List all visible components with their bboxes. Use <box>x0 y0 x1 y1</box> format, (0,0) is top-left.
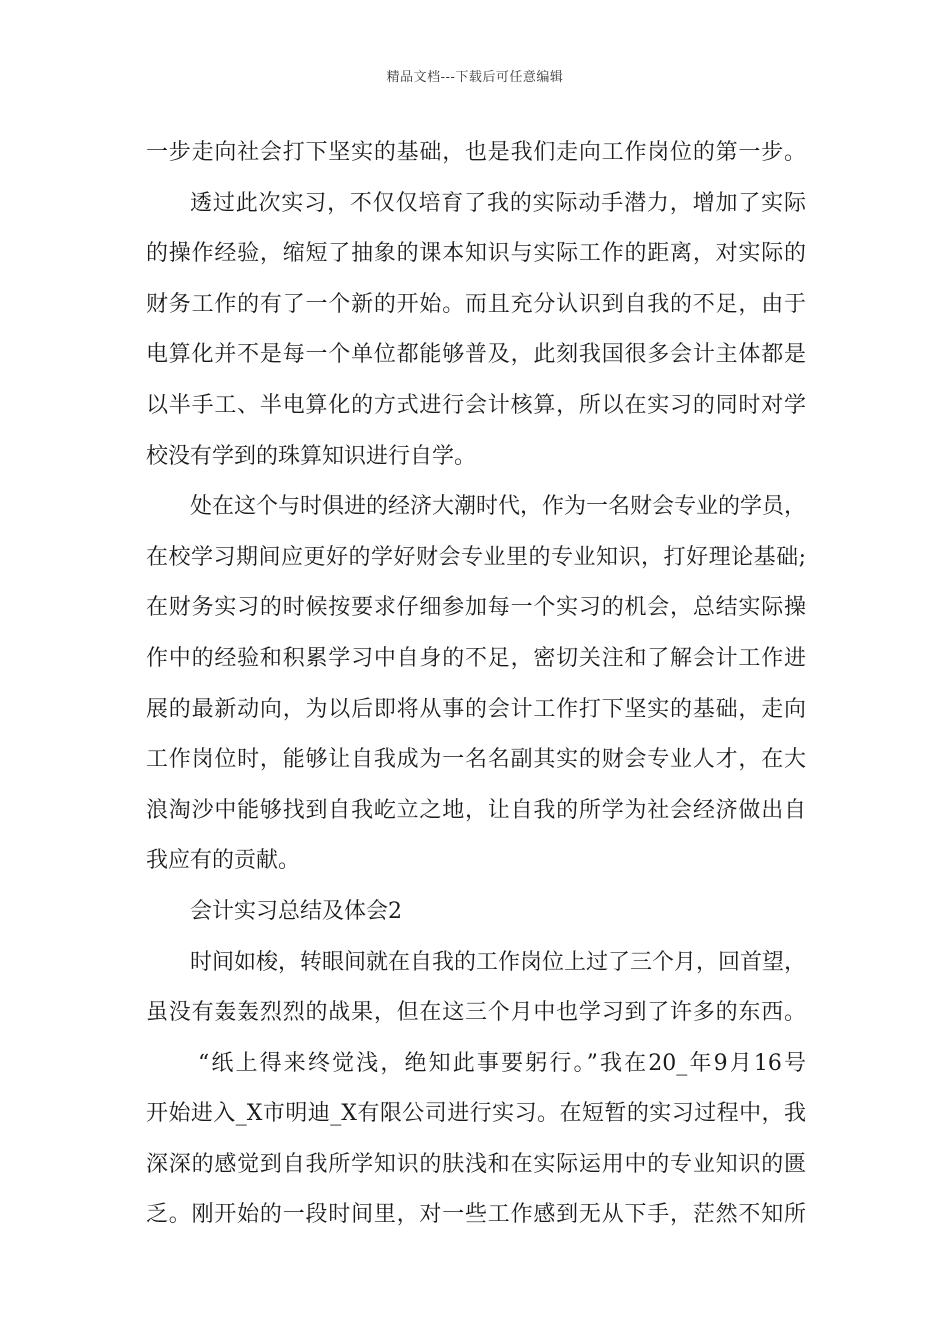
paragraph-end-line: 校没有学到的珠算知识进行自学。 <box>146 443 477 469</box>
text-line: 一步走向社会打下坚实的基础，也是我们走向工作岗位的第一步。 <box>146 140 806 165</box>
paragraph-start-line: 时间如梭，转眼间就在自我的工作岗位上过了三个月，回首望， <box>190 949 806 975</box>
document-body <box>146 128 806 1241</box>
paragraph-start-line: 处在这个与时俱进的经济大潮时代，作为一名财会专业的学员， <box>190 494 806 520</box>
text-line: 电算化并不是每一个单位都能够普及，此刻我国很多会计主体都是 <box>146 342 806 368</box>
text-line: 开始进入_X市明迪_X有限公司进行实习。在短暂的实习过程中，我 <box>146 1101 806 1127</box>
text-line: 工作岗位时，能够让自我成为一名名副其实的财会专业人才，在大 <box>146 747 806 773</box>
paragraph-end-line: 我应有的贡献。 <box>146 848 301 874</box>
text-line: 在校学习期间应更好的学好财会专业里的专业知识，打好理论基础; <box>146 544 806 570</box>
text-line: 在财务实习的时候按要求仔细参加每一个实习的机会，总结实际操 <box>146 595 806 621</box>
page-header: 精品文档---下载后可任意编辑 <box>386 70 564 85</box>
section-heading: 会计实习总结及体会2 <box>190 898 402 924</box>
text-line: 展的最新动向，为以后即将从事的会计工作打下坚实的基础，走向 <box>146 696 806 722</box>
text-line: 浪淘沙中能够找到自我屹立之地，让自我的所学为社会经济做出自 <box>146 797 806 823</box>
text-line: 虽没有轰轰烈烈的战果，但在这三个月中也学习到了许多的东西。 <box>146 1000 806 1026</box>
paragraph-start-line: “纸上得来终觉浅，绝知此事要躬行。”我在20_年9月16号 <box>198 1050 806 1076</box>
paragraph-start-line: 透过此次实习，不仅仅培育了我的实际动手潜力，增加了实际 <box>190 190 806 216</box>
text-line: 乏。刚开始的一段时间里，对一些工作感到无从下手，茫然不知所 <box>146 1202 806 1228</box>
text-line: 的操作经验，缩短了抽象的课本知识与实际工作的距离，对实际的 <box>146 241 806 267</box>
text-line: 深深的感觉到自我所学知识的肤浅和在实际运用中的专业知识的匮 <box>146 1151 806 1177</box>
text-line: 以半手工、半电算化的方式进行会计核算，所以在实习的同时对学 <box>146 392 806 418</box>
text-line: 财务工作的有了一个新的开始。而且充分认识到自我的不足，由于 <box>146 291 806 317</box>
text-line: 作中的经验和积累学习中自身的不足，密切关注和了解会计工作进 <box>146 645 806 671</box>
